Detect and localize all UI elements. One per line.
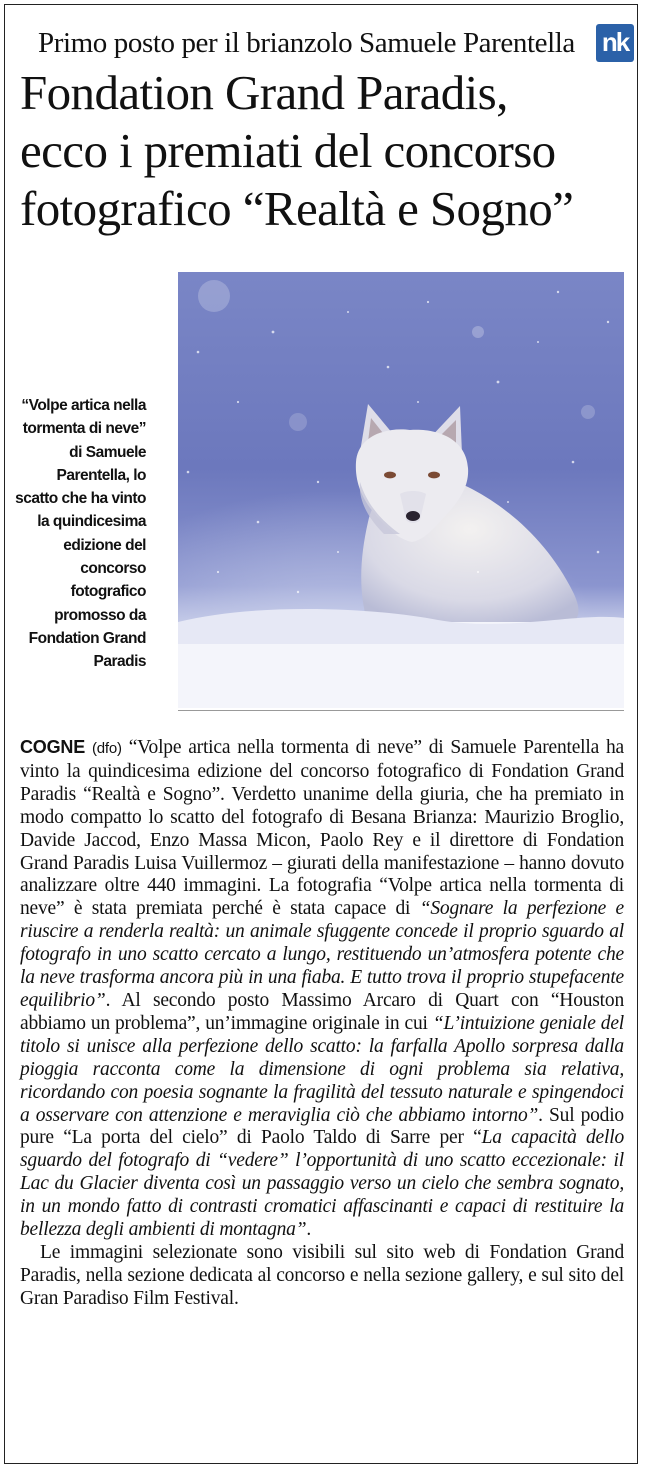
dateline: COGNE — [20, 737, 86, 757]
headline-line-3: fotografico “Realtà e Sogno” — [20, 181, 574, 236]
photo-caption: “Volpe artica nella tormenta di neve” di Samuele Parentella, lo scatto che ha vinto la quindicesima edizione del concorso fotografico promosso da Fondation Grand Paradis — [15, 397, 146, 671]
arctic-fox-photo — [178, 272, 624, 708]
article-text: . — [306, 1219, 312, 1241]
article-text: “Volpe artica nella tormenta di neve” di Samuele Parentella ha vinto la quindicesima edizione del concorso fotografico di Fondation Grand Paradis “Realtà e Sogno”. Verdetto unanime della giuria, che ha premiato in modo compatto lo scatto del fotografo di Besana Brianza: Maurizio Broglio, Davide Jaccod, Enzo Massa Micon, Paolo Rey e il direttore di Fondation Grand Paradis Luisa Vuillermoz – giurati della manifestazione – hanno dovuto analizzare oltre 440 immagini. La fotografia “Volpe artica nella tormenta di neve” è stata premiata perché è stata capace di — [20, 737, 624, 920]
fox-nose — [406, 511, 420, 521]
headline-line-2: ecco i premiati del concorso — [20, 123, 556, 178]
article-paragraph-2: Le immagini selezionate sono visibili sul sito web di Fondation Grand Paradis, nella sezione dedicata al concorso e nella sezione gallery, e sul sito del Gran Paradiso Film Festival. — [20, 1241, 624, 1309]
byline: (dfo) — [91, 740, 122, 757]
bokeh-flake — [581, 405, 595, 419]
jury-quote-3: La capacità dello sguardo del fotografo di “vedere” l’opportunità di uno scatto eccezionale: il Lac du Glacier diventa così un passaggio verso un cielo che sembra sognato, in un mondo fatto di contrasti cromatici affascinanti e capaci di restituire la bellezza degli ambienti di montagna” — [20, 1127, 624, 1241]
bokeh-flake — [472, 326, 484, 338]
publisher-logo: nk — [596, 24, 634, 62]
arctic-fox-illustration — [178, 272, 624, 708]
article-text: . Sul podio pure “La porta del cielo” di Paolo Taldo di Sarre per “ — [20, 1104, 624, 1149]
bokeh-flake — [198, 280, 230, 312]
jury-quote-2: “L’intuizione geniale del titolo si unisce alla perfezione dello scatto: la farfalla Apollo sorpresa dalla pioggia racconta come la dimensione di ogni problema sia relativa, ricordando con poesia sognante la fragilità del tessuto naturale e spingendoci a osservare con attenzione e meraviglia ciò che abbiamo intorno” — [20, 1012, 624, 1126]
headline — [20, 64, 632, 238]
bokeh-flake — [289, 413, 307, 431]
kicker-subtitle: Primo posto per il brianzolo Samuele Parentella — [38, 27, 575, 59]
article-text: . Al secondo posto Massimo Arcaro di Quart con “Houston abbiamo un problema”, un’immagine originale in cui — [20, 989, 624, 1034]
headline-line-1: Fondation Grand Paradis, — [20, 65, 508, 120]
article-body — [20, 736, 624, 1311]
photo-divider — [178, 710, 624, 711]
fox-eye-left — [384, 472, 396, 479]
article-paragraph-1 — [20, 736, 624, 1242]
jury-quote-1: “Sognare la perfezione e riuscire a renderla realtà: un animale sfuggente concede il proprio sguardo al fotografo in uno scatto cercato a lungo, restituendo un’atmosfera potente che la neve trasforma ancora più in una fiaba. E tutto trova il proprio stupefacente equilibrio” — [20, 898, 624, 1011]
fox-eye-right — [428, 472, 440, 479]
